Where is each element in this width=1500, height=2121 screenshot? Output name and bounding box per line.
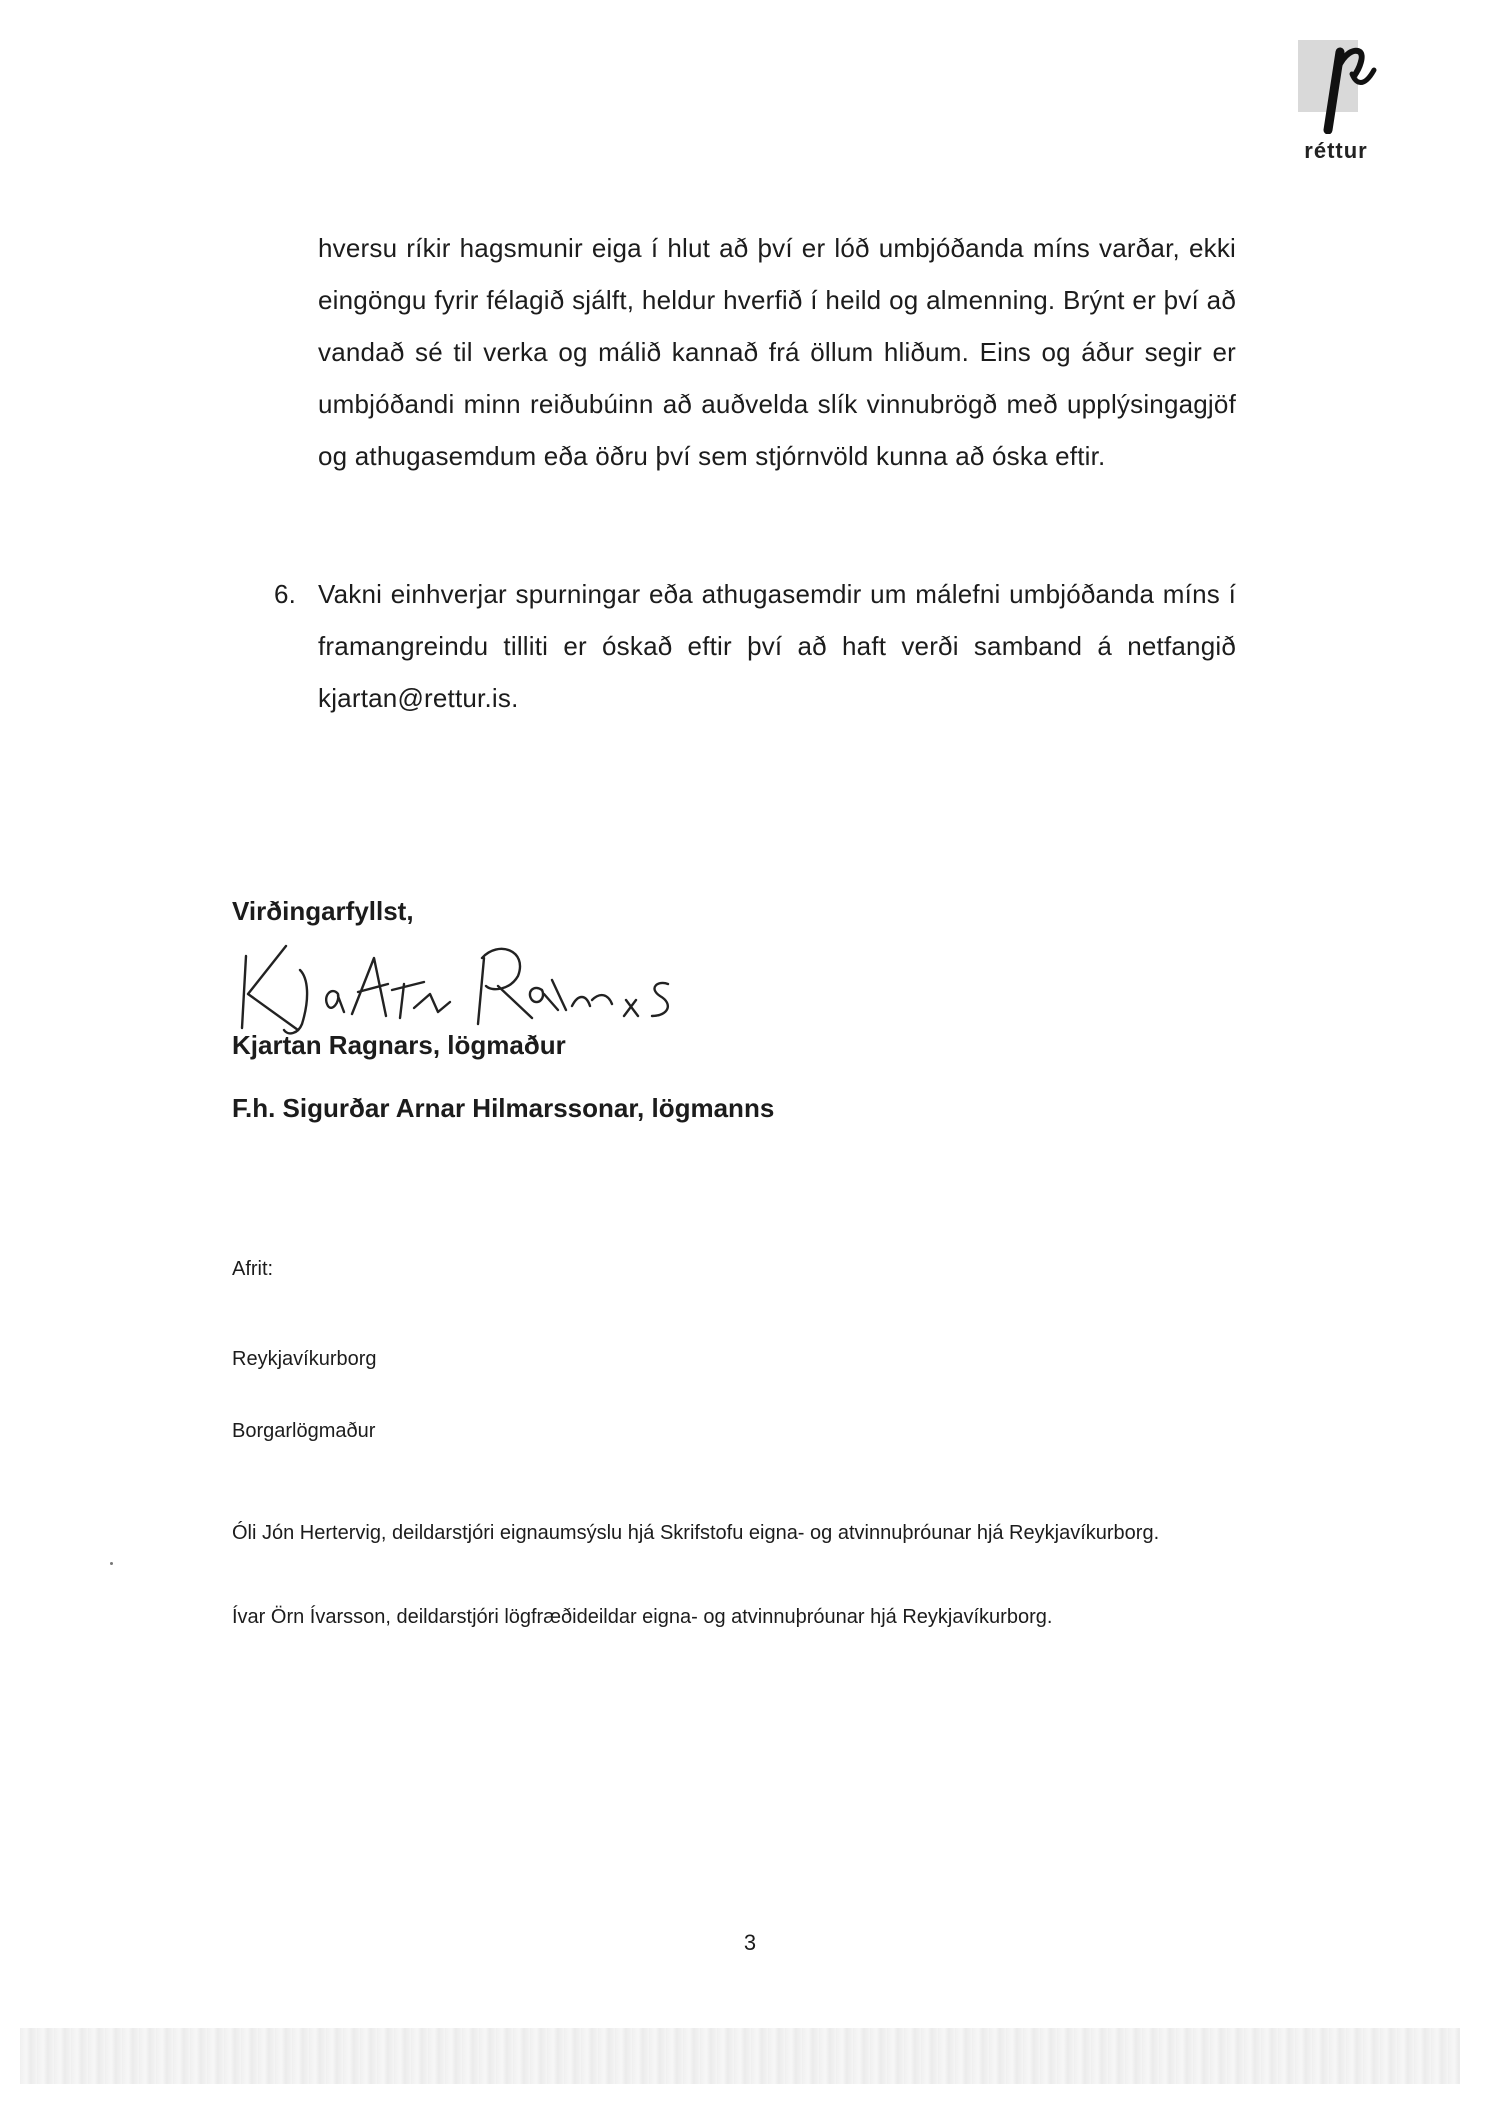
copy-recipient: Borgarlögmaður [232,1420,376,1442]
rettur-logo [1290,34,1382,162]
rettur-logo-mark [1294,34,1380,134]
numbered-item-6 [274,568,1236,724]
item-text: Vakni einhverjar spurningar eða athugasemdir um málefni umbjóðanda míns í framangreindu tilliti er óskað eftir því að haft verði samband á netfangið kjartan@rettur.is. [318,579,1236,713]
scan-speck [110,1562,113,1565]
scan-artifact-strip [20,2028,1460,2084]
rettur-logo-name: réttur [1304,138,1368,163]
copy-recipient: Ívar Örn Ívarsson, deildarstjóri lögfræðideildar eigna- og atvinnuþróunar hjá Reykjavíkurborg. [232,1606,1053,1628]
closing-salutation: Virðingarfyllst, [232,896,414,926]
body-paragraph: hversu ríkir hagsmunir eiga í hlut að því er lóð umbjóðanda míns varðar, ekki eingöngu fyrir félagið sjálft, heldur hverfið í heild og almenning. Brýnt er því að vandað sé til verka og málið kannað frá öllum hliðum. Eins og áður segir er umbjóðandi minn reiðubúinn að auðvelda slík vinnubrögð með upplýsingagjöf og athugasemdum eða öðru því sem stjórnvöld kunna að óska eftir. [318,233,1236,471]
page-number: 3 [743,1930,757,1955]
item-number: 6. [274,579,297,609]
on-behalf-line: F.h. Sigurðar Arnar Hilmarssonar, lögmanns [232,1093,775,1123]
copy-recipient: Reykjavíkurborg [232,1348,377,1370]
handwritten-signature [228,920,708,1040]
copies-label: Afrit: [232,1258,274,1280]
signer-name: Kjartan Ragnars, lögmaður [232,1030,566,1060]
copy-recipient: Óli Jón Hertervig, deildarstjóri eignaumsýslu hjá Skrifstofu eigna- og atvinnuþróunar hjá Reykjavíkurborg. [232,1522,1160,1544]
